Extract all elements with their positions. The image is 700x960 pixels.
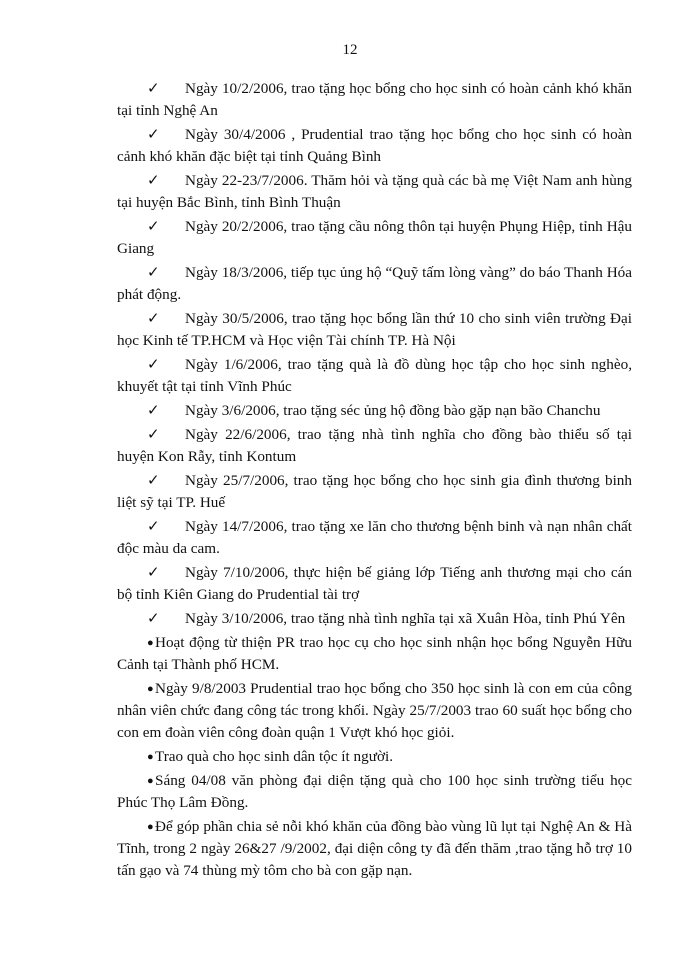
bullet-icon: ● — [147, 751, 154, 763]
checkmark-icon: ✓ — [147, 310, 160, 327]
item-text: Ngày 22-23/7/2006. Thăm hỏi và tặng quà các bà mẹ Việt Nam anh hùng tại huyện Bắc Bình, tỉnh Bình Thuận — [117, 172, 632, 211]
checkmark-icon: ✓ — [147, 172, 160, 189]
checkmark-icon: ✓ — [147, 518, 160, 535]
checkmark-icon: ✓ — [147, 356, 160, 373]
checkmark-icon: ✓ — [147, 564, 160, 581]
item-text: Sáng 04/08 văn phòng đại diện tặng quà cho 100 học sinh trường tiểu học Phúc Thọ Lâm Đồng. — [117, 772, 632, 811]
bullet-icon: ● — [147, 683, 154, 695]
checked-item — [117, 308, 632, 352]
checked-item — [117, 562, 632, 606]
checkmark-icon: ✓ — [147, 610, 160, 627]
item-text: Ngày 30/5/2006, trao tặng học bổng lần thứ 10 cho sinh viên trường Đại học Kinh tế TP.HCM và Học viện Tài chính TP. Hà Nội — [117, 310, 632, 349]
item-text: Hoạt động từ thiện PR trao học cụ cho học sinh nhận học bổng Nguyễn Hữu Cảnh tại Thành phố HCM. — [117, 634, 632, 673]
checkmark-icon: ✓ — [147, 218, 160, 235]
checked-item — [117, 78, 632, 122]
bullet-item — [117, 632, 632, 676]
checked-item — [117, 354, 632, 398]
checked-item — [117, 400, 632, 422]
checkmark-icon: ✓ — [147, 472, 160, 489]
item-text: Ngày 14/7/2006, trao tặng xe lăn cho thương bệnh binh và nạn nhân chất độc màu da cam. — [117, 518, 632, 557]
bullet-item — [117, 678, 632, 744]
checked-item — [117, 262, 632, 306]
item-text: Ngày 3/10/2006, trao tặng nhà tình nghĩa tại xã Xuân Hòa, tỉnh Phú Yên — [185, 610, 626, 627]
bullet-item — [117, 746, 632, 768]
bullet-item — [117, 770, 632, 814]
item-text: Ngày 22/6/2006, trao tặng nhà tình nghĩa cho đồng bào thiểu số tại huyện Kon Rẫy, tỉnh Kontum — [117, 426, 632, 465]
item-text: Ngày 7/10/2006, thực hiện bế giảng lớp Tiếng anh thương mại cho cán bộ tỉnh Kiên Giang do Prudential tài trợ — [117, 564, 632, 603]
checked-item — [117, 216, 632, 260]
bullet-icon: ● — [147, 775, 154, 787]
item-text: Ngày 9/8/2003 Prudential trao học bổng cho 350 học sinh là con em của công nhân viên chức đang công tác trong khối. Ngày 25/7/2003 trao 60 suất học bổng cho con em đoàn viên công đoàn quận 1 Vượt khó học giỏi. — [117, 680, 632, 741]
item-text: Ngày 18/3/2006, tiếp tục ủng hộ “Quỹ tấm lòng vàng” do báo Thanh Hóa phát động. — [117, 264, 632, 303]
checked-item — [117, 424, 632, 468]
bullet-icon: ● — [147, 637, 154, 649]
item-text: Ngày 1/6/2006, trao tặng quà là đồ dùng học tập cho học sinh nghèo, khuyết tật tại tỉnh Vĩnh Phúc — [117, 356, 632, 395]
checked-item — [117, 516, 632, 560]
checked-item — [117, 470, 632, 514]
checkmark-icon: ✓ — [147, 426, 160, 443]
page-number: 12 — [342, 42, 358, 58]
bullet-item — [117, 816, 632, 882]
checkmark-icon: ✓ — [147, 264, 160, 281]
document-body — [117, 78, 632, 884]
checked-item — [117, 608, 632, 630]
checked-item — [117, 170, 632, 214]
item-text: Ngày 3/6/2006, trao tặng séc ủng hộ đồng bào gặp nạn bão Chanchu — [185, 402, 601, 419]
checked-item — [117, 124, 632, 168]
checkmark-icon: ✓ — [147, 80, 160, 97]
checkmark-icon: ✓ — [147, 126, 160, 143]
item-text: Ngày 25/7/2006, trao tặng học bổng cho học sinh gia đình thương binh liệt sỹ tại TP. Huế — [117, 472, 632, 511]
item-text: Ngày 20/2/2006, trao tặng cầu nông thôn tại huyện Phụng Hiệp, tỉnh Hậu Giang — [117, 218, 632, 257]
item-text: Ngày 10/2/2006, trao tặng học bổng cho học sinh có hoàn cảnh khó khăn tại tỉnh Nghệ An — [117, 80, 632, 119]
checkmark-icon: ✓ — [147, 402, 160, 419]
bullet-icon: ● — [147, 821, 154, 833]
item-text: Để góp phần chia sẻ nỗi khó khăn của đồng bào vùng lũ lụt tại Nghệ An & Hà Tĩnh, trong 2 ngày 26&27 /9/2002, đại diện công ty đã đến thăm ,trao tặng hỗ trợ 10 tấn gạo và 74 thùng mỳ tôm cho bà con gặp nạn. — [117, 818, 632, 879]
item-text: Ngày 30/4/2006 , Prudential trao tặng học bổng cho học sinh có hoàn cảnh khó khăn đặc biệt tại tỉnh Quảng Bình — [117, 126, 632, 165]
item-text: Trao quà cho học sinh dân tộc ít người. — [155, 748, 394, 765]
